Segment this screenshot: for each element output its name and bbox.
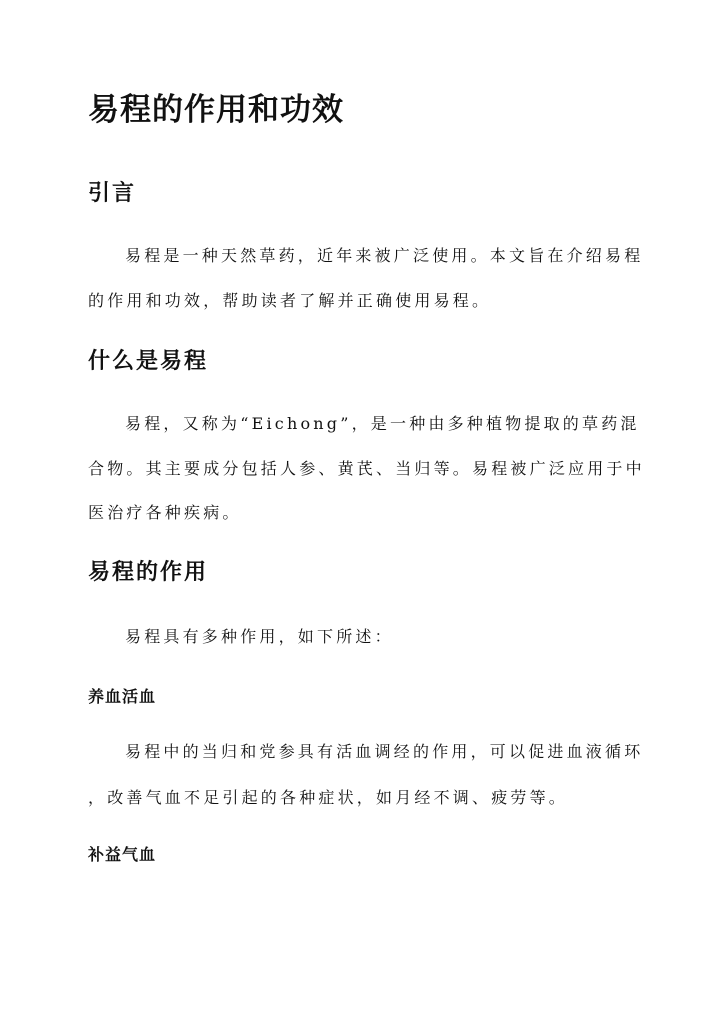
section-heading-effects: 易程的作用 [88, 559, 209, 585]
document-title: 易程的作用和功效 [88, 92, 344, 128]
paragraph-line: 易程中的当归和党参具有活血调经的作用，可以促进血液循环 [125, 742, 644, 761]
paragraph-line: 合物。其主要成分包括人参、黄芪、当归等。易程被广泛应用于中 [88, 459, 645, 478]
paragraph-line: 易程，又称为“Eichong”，是一种由多种植物提取的草药混 [125, 414, 640, 433]
section-heading-intro: 引言 [88, 180, 137, 206]
paragraph-line: 易程具有多种作用，如下所述： [125, 627, 394, 646]
paragraph-line: ，改善气血不足引起的各种症状，如月经不调、疲劳等。 [88, 788, 569, 807]
paragraph-line: 医治疗各种疾病。 [88, 503, 242, 522]
paragraph-line: 易程是一种天然草药，近年来被广泛使用。本文旨在介绍易程 [125, 246, 644, 265]
subsection-heading-tonify-qi-blood: 补益气血 [88, 845, 157, 864]
paragraph-line: 的作用和功效，帮助读者了解并正确使用易程。 [88, 291, 492, 310]
section-heading-what-is: 什么是易程 [88, 348, 209, 374]
subsection-heading-nourish-blood: 养血活血 [88, 687, 157, 706]
